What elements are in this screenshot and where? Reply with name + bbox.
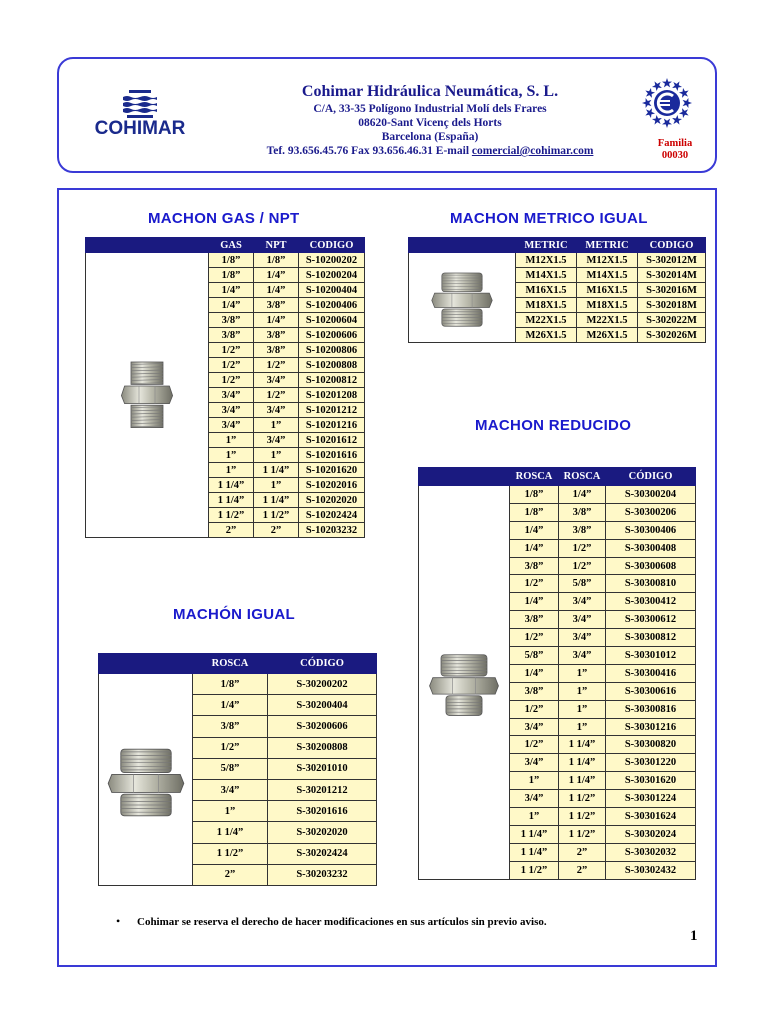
table-cell: S-302022M — [638, 313, 706, 328]
table-cell: S-302018M — [638, 298, 706, 313]
table-cell: 1/4” — [510, 664, 559, 682]
table-cell: M18X1.5 — [577, 298, 638, 313]
table-cell: 1/8” — [209, 253, 254, 268]
table-cell: M14X1.5 — [577, 268, 638, 283]
table-cell: S-302012M — [638, 253, 706, 268]
table-cell: M26X1.5 — [577, 328, 638, 343]
table-cell: S-30200202 — [268, 674, 377, 695]
fitting-image — [107, 339, 187, 449]
table-cell: S-30300816 — [606, 700, 696, 718]
col-header: METRIC — [577, 238, 638, 253]
phone-fax: Tef. 93.656.45.76 Fax 93.656.46.31 E-mail — [266, 145, 472, 157]
table-cell: 1/4” — [559, 486, 606, 504]
table-cell: S-30300204 — [606, 486, 696, 504]
table-cell: 1/2” — [254, 388, 299, 403]
disclaimer-note: Cohimar se reserva el derecho de hacer modificaciones en sus artículos sin previo aviso. — [137, 916, 547, 928]
company-address-1: C/A, 33-35 Polígono Industrial Molí dels Frares — [313, 103, 547, 115]
col-header: METRIC — [516, 238, 577, 253]
table-cell: 1/8” — [193, 674, 268, 695]
col-header: CODIGO — [299, 238, 365, 253]
table-cell: S-30302432 — [606, 861, 696, 879]
title-igual: MACHÓN IGUAL — [173, 606, 295, 623]
table-cell: 1/4” — [254, 268, 299, 283]
title-gas-npt: MACHON GAS / NPT — [148, 210, 300, 227]
table-cell: 1 1/4” — [254, 463, 299, 478]
email-link[interactable]: comercial@cohimar.com — [471, 145, 594, 157]
table-cell: S-10201212 — [299, 403, 365, 418]
table-cell: M22X1.5 — [516, 313, 577, 328]
table-cell: S-10200806 — [299, 343, 365, 358]
table-cell: 5/8” — [510, 647, 559, 665]
table-cell: 3/4” — [510, 790, 559, 808]
table-row — [86, 253, 365, 268]
table-cell: M12X1.5 — [577, 253, 638, 268]
table-cell: 3/4” — [254, 403, 299, 418]
table-cell: S-10200204 — [299, 268, 365, 283]
company-info — [210, 82, 650, 158]
table-cell: S-30300408 — [606, 539, 696, 557]
table-cell: 1/4” — [209, 283, 254, 298]
table-cell: 1” — [193, 801, 268, 822]
table-cell: S-30201212 — [268, 779, 377, 800]
table-cell: S-30301224 — [606, 790, 696, 808]
table-cell: 3/8” — [209, 328, 254, 343]
table-cell: 3/4” — [510, 754, 559, 772]
table-cell: 1/2” — [510, 736, 559, 754]
table-cell: S-30300810 — [606, 575, 696, 593]
table-cell: 1/2” — [510, 700, 559, 718]
table-cell: 3/8” — [254, 343, 299, 358]
table-cell: S-30200808 — [268, 737, 377, 758]
table-cell: S-30300616 — [606, 682, 696, 700]
table-cell: 3/4” — [254, 373, 299, 388]
product-image-cell — [419, 486, 510, 880]
table-cell: 1 1/4” — [209, 478, 254, 493]
company-city: Barcelona (España) — [381, 131, 479, 143]
col-header: NPT — [254, 238, 299, 253]
table-cell: 1/4” — [510, 593, 559, 611]
table-cell: 3/4” — [559, 647, 606, 665]
table-cell: S-30301620 — [606, 772, 696, 790]
table-cell: 1/2” — [510, 629, 559, 647]
table-cell: 1/2” — [209, 358, 254, 373]
table-cell: S-10201620 — [299, 463, 365, 478]
table-cell: 3/8” — [510, 557, 559, 575]
familia-code: 00030 — [661, 150, 689, 161]
fitting-image — [423, 626, 505, 736]
table-cell: 1” — [510, 772, 559, 790]
table-cell: 1/2” — [254, 358, 299, 373]
table-cell: 3/8” — [510, 611, 559, 629]
table-cell: S-30302032 — [606, 843, 696, 861]
table-cell: 1/2” — [193, 737, 268, 758]
table-cell: 1/8” — [209, 268, 254, 283]
table-cell: S-10200202 — [299, 253, 365, 268]
table-cell: S-10201616 — [299, 448, 365, 463]
table-cell: S-30300608 — [606, 557, 696, 575]
table-cell: S-30301624 — [606, 808, 696, 826]
table-cell: S-10200406 — [299, 298, 365, 313]
table-cell: 1” — [209, 433, 254, 448]
table-cell: M16X1.5 — [577, 283, 638, 298]
table-cell: S-30300406 — [606, 521, 696, 539]
table-cell: 3/4” — [559, 611, 606, 629]
table-cell: S-302026M — [638, 328, 706, 343]
table-gas-npt — [85, 237, 365, 538]
page-number: 1 — [690, 928, 698, 944]
table-cell: S-10202020 — [299, 493, 365, 508]
note-bullet: • — [116, 914, 121, 928]
euro-quality-icon — [640, 76, 694, 130]
image-header — [409, 238, 516, 253]
table-cell: 1 1/2” — [254, 508, 299, 523]
table-cell: 3/4” — [209, 388, 254, 403]
company-logo — [78, 88, 202, 148]
table-cell: 3/8” — [510, 682, 559, 700]
table-cell: 5/8” — [559, 575, 606, 593]
table-cell: S-30200606 — [268, 716, 377, 737]
table-cell: S-30300416 — [606, 664, 696, 682]
table-cell: 1” — [209, 463, 254, 478]
table-cell: 1/2” — [510, 575, 559, 593]
table-cell: 3/8” — [193, 716, 268, 737]
table-cell: 3/4” — [254, 433, 299, 448]
table-cell: M12X1.5 — [516, 253, 577, 268]
table-cell: 1/4” — [254, 313, 299, 328]
image-header — [99, 654, 193, 674]
col-header: ROSCA — [193, 654, 268, 674]
col-header: ROSCA — [510, 468, 559, 486]
table-cell: 1/2” — [559, 557, 606, 575]
table-cell: 1/4” — [510, 539, 559, 557]
product-image-cell — [86, 253, 209, 538]
table-cell: S-30300820 — [606, 736, 696, 754]
col-header: CÓDIGO — [606, 468, 696, 486]
table-cell: S-302014M — [638, 268, 706, 283]
product-image-cell — [99, 674, 193, 886]
table-cell: 1” — [254, 478, 299, 493]
table-cell: S-10200404 — [299, 283, 365, 298]
company-contact — [210, 144, 650, 158]
logo-text: COHIMAR — [94, 118, 186, 139]
table-cell: 3/4” — [510, 718, 559, 736]
table-cell: S-30301012 — [606, 647, 696, 665]
table-reducido — [418, 467, 696, 880]
table-cell: S-30302024 — [606, 825, 696, 843]
table-cell: 3/8” — [559, 521, 606, 539]
table-cell: 1” — [559, 682, 606, 700]
table-cell: 1 1/2” — [559, 808, 606, 826]
familia-label — [644, 138, 706, 162]
table-cell: 3/4” — [209, 403, 254, 418]
table-row — [409, 253, 706, 268]
table-cell: 2” — [559, 861, 606, 879]
table-cell: 1” — [510, 808, 559, 826]
table-cell: 2” — [559, 843, 606, 861]
table-cell: 2” — [193, 864, 268, 885]
table-cell: S-30202424 — [268, 843, 377, 864]
table-cell: 3/8” — [559, 503, 606, 521]
table-cell: 1 1/4” — [193, 822, 268, 843]
table-cell: S-30203232 — [268, 864, 377, 885]
table-row — [99, 674, 377, 695]
table-cell: 2” — [209, 523, 254, 538]
table-igual — [98, 653, 377, 886]
table-metrico — [408, 237, 706, 343]
table-cell: 1 1/2” — [559, 825, 606, 843]
table-cell: S-10202016 — [299, 478, 365, 493]
table-cell: 5/8” — [193, 758, 268, 779]
table-row — [419, 486, 696, 504]
table-cell: S-30300206 — [606, 503, 696, 521]
table-cell: 3/8” — [209, 313, 254, 328]
company-address-2: 08620-Sant Vicenç dels Horts — [358, 117, 502, 129]
table-cell: 1” — [209, 448, 254, 463]
table-cell: S-10200606 — [299, 328, 365, 343]
table-cell: 3/4” — [193, 779, 268, 800]
table-cell: 1/8” — [254, 253, 299, 268]
table-cell: M26X1.5 — [516, 328, 577, 343]
table-cell: 3/4” — [559, 629, 606, 647]
table-cell: M22X1.5 — [577, 313, 638, 328]
col-header: GAS — [209, 238, 254, 253]
table-cell: 1/2” — [209, 373, 254, 388]
table-cell: 1/4” — [209, 298, 254, 313]
table-cell: S-30200404 — [268, 695, 377, 716]
table-cell: S-30301220 — [606, 754, 696, 772]
table-cell: 3/4” — [559, 593, 606, 611]
table-cell: M18X1.5 — [516, 298, 577, 313]
table-cell: 1 1/2” — [209, 508, 254, 523]
table-cell: S-10201216 — [299, 418, 365, 433]
col-header: ROSCA — [559, 468, 606, 486]
table-cell: 1/4” — [254, 283, 299, 298]
table-cell: M14X1.5 — [516, 268, 577, 283]
table-cell: S-10200812 — [299, 373, 365, 388]
table-cell: S-30300612 — [606, 611, 696, 629]
table-cell: 1 1/4” — [510, 843, 559, 861]
table-cell: 1” — [559, 700, 606, 718]
table-cell: 1” — [559, 664, 606, 682]
table-cell: S-10200604 — [299, 313, 365, 328]
company-name: Cohimar Hidráulica Neumática, S. L. — [301, 83, 559, 100]
fitting-image — [426, 256, 498, 336]
table-cell: 1 1/4” — [559, 754, 606, 772]
table-cell: S-10201208 — [299, 388, 365, 403]
table-cell: 1” — [559, 718, 606, 736]
table-cell: 1/8” — [510, 503, 559, 521]
table-cell: 1/4” — [510, 521, 559, 539]
table-cell: 3/8” — [254, 328, 299, 343]
table-cell: 1 1/2” — [510, 861, 559, 879]
table-cell: S-10200808 — [299, 358, 365, 373]
table-cell: S-30201616 — [268, 801, 377, 822]
table-cell: S-10202424 — [299, 508, 365, 523]
col-header: CODIGO — [638, 238, 706, 253]
familia-title: Familia — [657, 138, 693, 149]
table-cell: 1/8” — [510, 486, 559, 504]
table-cell: M16X1.5 — [516, 283, 577, 298]
table-cell: 1” — [254, 448, 299, 463]
table-cell: 3/4” — [209, 418, 254, 433]
image-header — [419, 468, 510, 486]
table-cell: S-10201612 — [299, 433, 365, 448]
title-metrico: MACHON METRICO IGUAL — [450, 210, 648, 227]
table-cell: S-30201010 — [268, 758, 377, 779]
table-cell: S-10203232 — [299, 523, 365, 538]
product-image-cell — [409, 253, 516, 343]
table-cell: S-30300812 — [606, 629, 696, 647]
fitting-image — [101, 723, 191, 833]
table-cell: 1/2” — [209, 343, 254, 358]
table-cell: S-30300412 — [606, 593, 696, 611]
table-cell: 1/4” — [193, 695, 268, 716]
title-reducido: MACHON REDUCIDO — [475, 417, 632, 434]
table-cell: 1” — [254, 418, 299, 433]
table-cell: 1 1/4” — [559, 772, 606, 790]
waves-icon — [123, 90, 157, 120]
table-cell: 1 1/2” — [193, 843, 268, 864]
table-cell: 1 1/4” — [559, 736, 606, 754]
image-header — [86, 238, 209, 253]
table-cell: 1 1/4” — [209, 493, 254, 508]
table-cell: S-30202020 — [268, 822, 377, 843]
table-cell: 1 1/4” — [510, 825, 559, 843]
col-header: CÓDIGO — [268, 654, 377, 674]
table-cell: 1 1/2” — [559, 790, 606, 808]
table-cell: 2” — [254, 523, 299, 538]
table-cell: 1/2” — [559, 539, 606, 557]
table-cell: 1 1/4” — [254, 493, 299, 508]
table-cell: 3/8” — [254, 298, 299, 313]
table-cell: S-302016M — [638, 283, 706, 298]
table-cell: S-30301216 — [606, 718, 696, 736]
